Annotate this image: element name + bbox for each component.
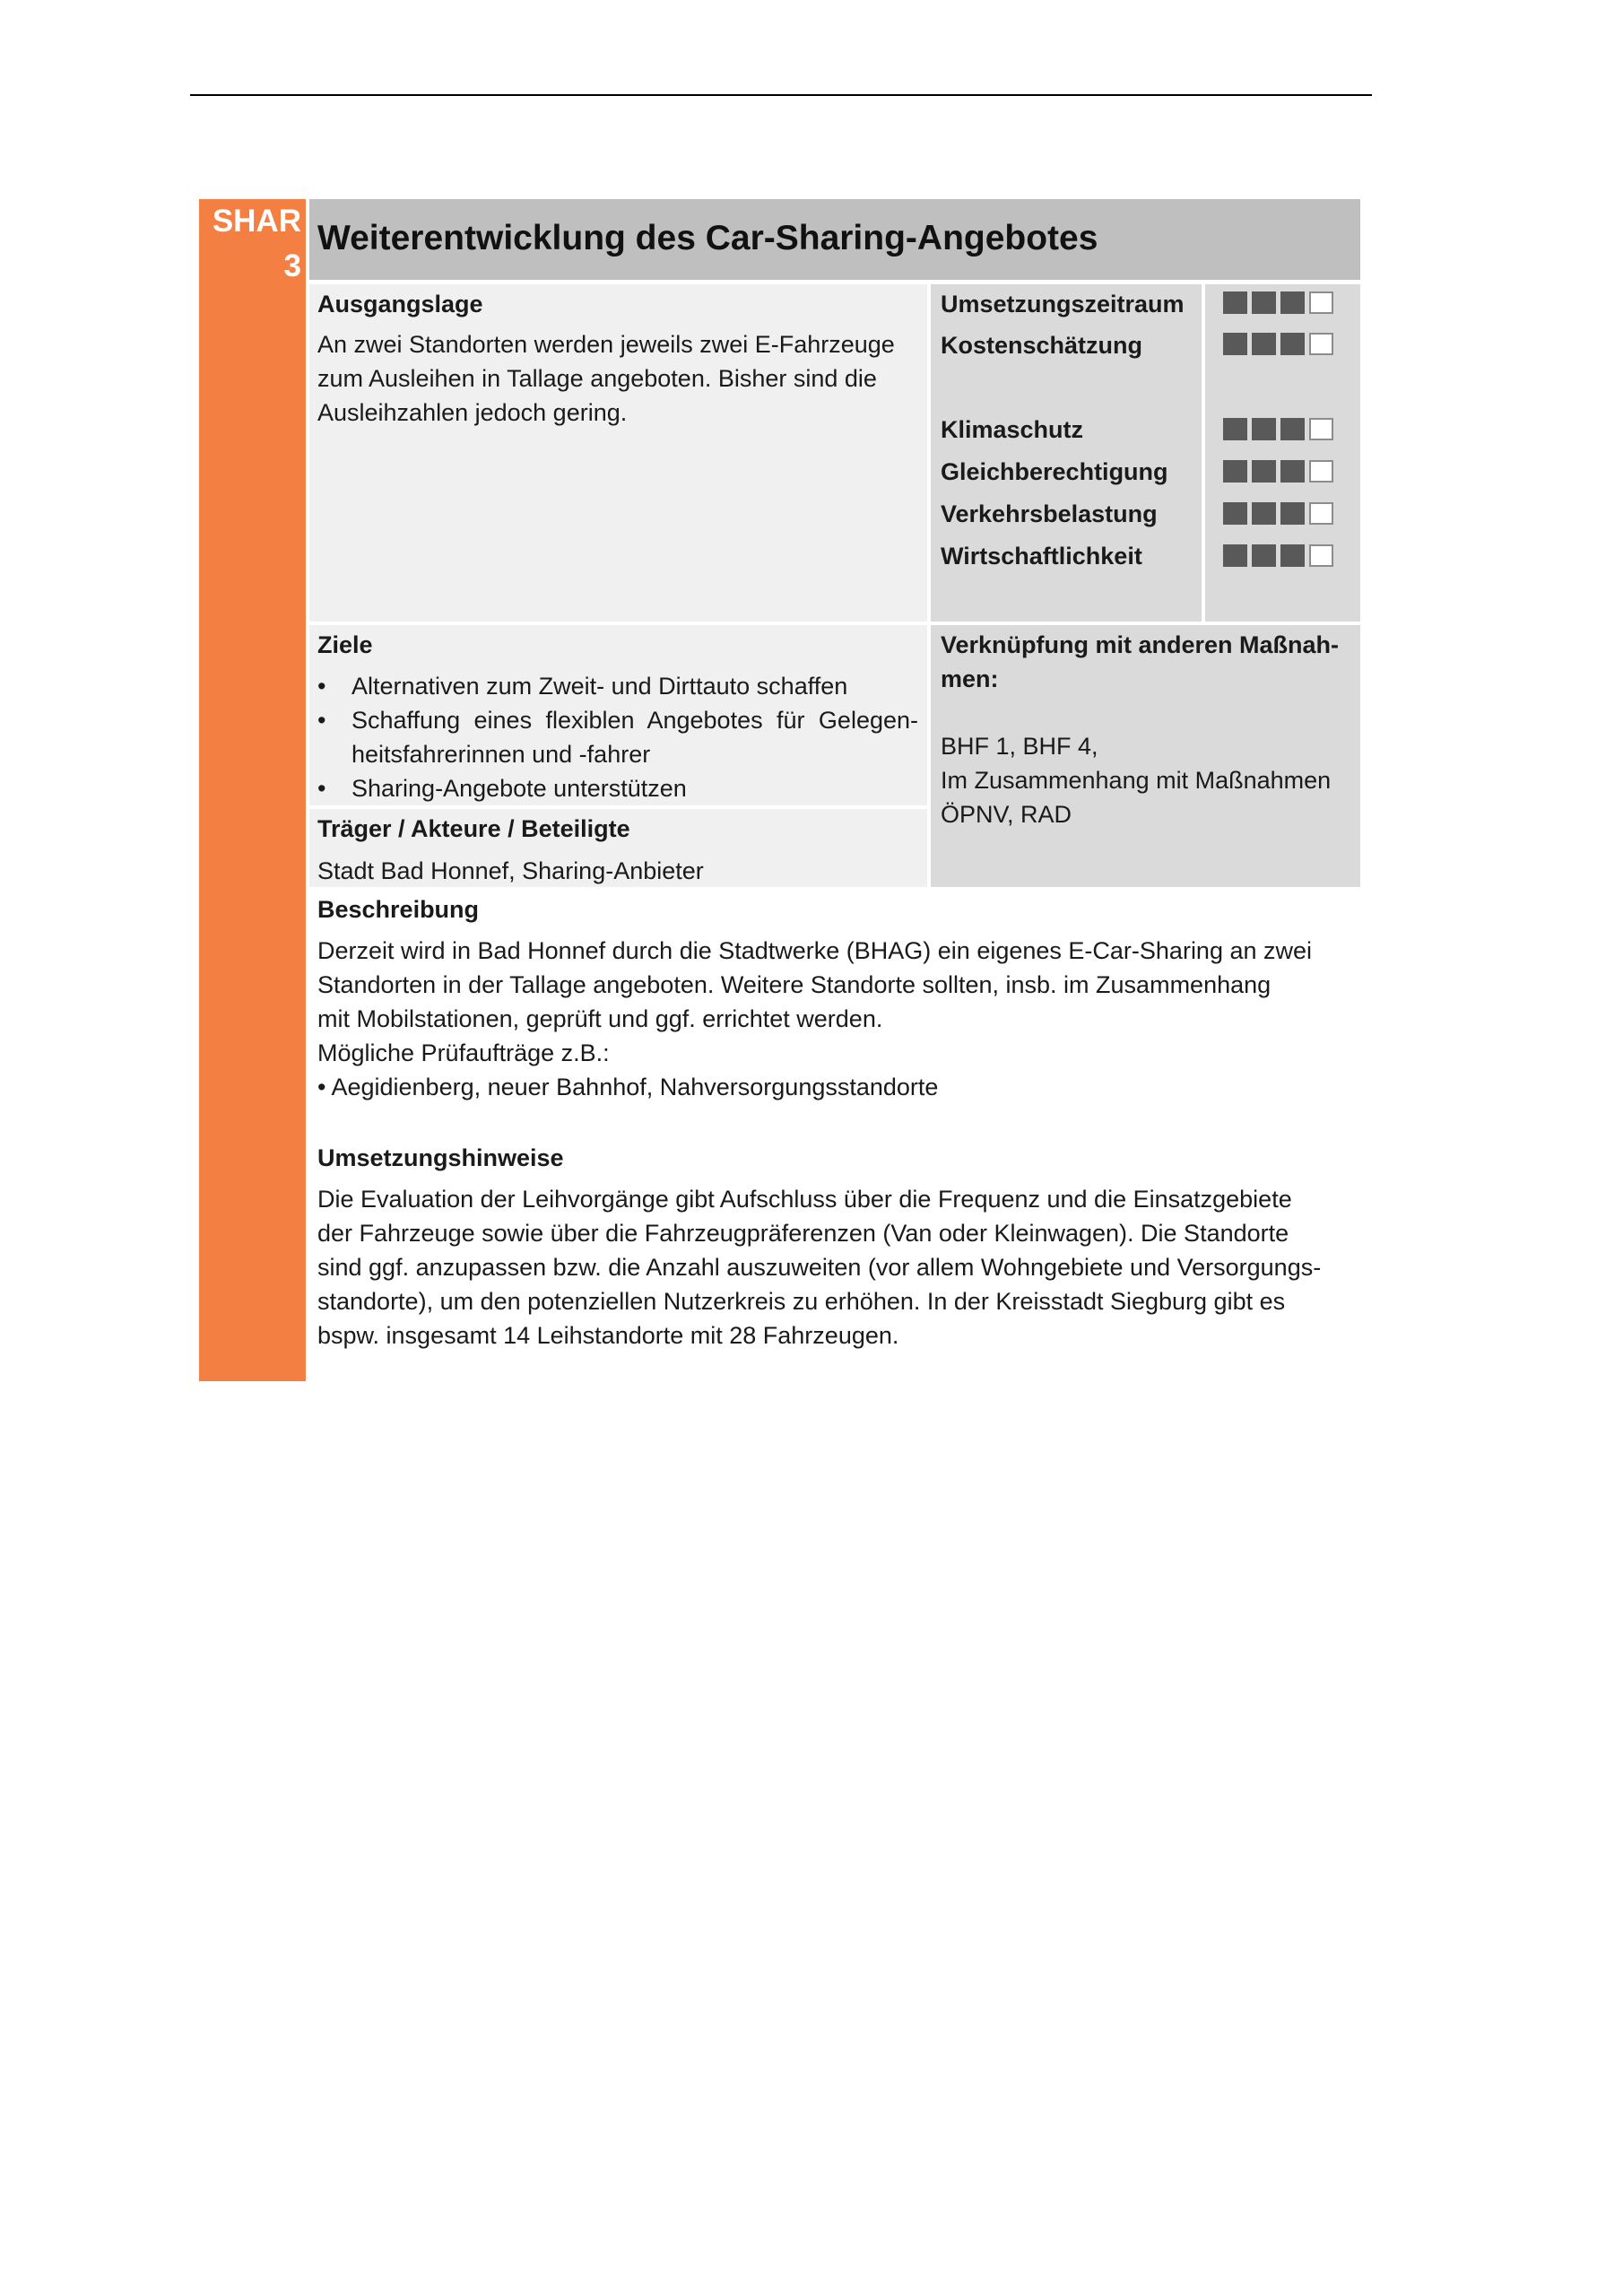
rating-square-filled — [1252, 544, 1276, 567]
traeger-text: Stadt Bad Honnef, Sharing-Anbieter — [317, 857, 704, 884]
umsetzungshinweise-line: Die Evaluation der Leihvorgänge gibt Aufschluss über die Frequenz und die Einsatzgebiete — [317, 1186, 1292, 1213]
umsetzungshinweise-heading: Umsetzungshinweise — [317, 1144, 564, 1171]
rating-label-verkehrsbelastung: Verkehrsbelastung — [941, 500, 1158, 527]
beschreibung-line: mit Mobilstationen, geprüft und ggf. errichtet werden. — [317, 1005, 883, 1032]
rating-square-filled — [1223, 418, 1247, 440]
rating-square-filled — [1223, 502, 1247, 525]
measure-code-number: 3 — [283, 248, 301, 283]
beschreibung-line: Mögliche Prüfaufträge z.B.: — [317, 1039, 610, 1066]
rating-square-filled — [1280, 502, 1305, 525]
rating-square-filled — [1252, 460, 1276, 483]
ziele-item: • Schaffung eines flexiblen Angebotes für Gelegen- heitsfahrerinnen und -fahrer — [317, 703, 918, 771]
rating-square-filled — [1223, 333, 1247, 355]
umsetzungshinweise-line: bspw. insgesamt 14 Leihstandorte mit 28 Fahrzeugen. — [317, 1322, 899, 1349]
verknuepfung-line: BHF 1, BHF 4, — [941, 733, 1098, 760]
measure-code-prefix: SHAR — [212, 204, 301, 239]
umsetzungshinweise-line: der Fahrzeuge sowie über die Fahrzeugpräferenzen (Van oder Kleinwagen). Die Standorte — [317, 1220, 1289, 1247]
rating-square-filled — [1280, 291, 1305, 314]
ausgangslage-line: Ausleihzahlen jedoch gering. — [317, 399, 628, 426]
rating-label-klimaschutz: Klimaschutz — [941, 416, 1084, 443]
rating-meter — [1223, 502, 1333, 525]
ziele-heading: Ziele — [317, 631, 373, 658]
ausgangslage-heading: Ausgangslage — [317, 291, 483, 317]
rating-square-empty — [1309, 460, 1333, 483]
ausgangslage-line: An zwei Standorten werden jeweils zwei E-Fahrzeuge — [317, 331, 895, 358]
ziele-list — [317, 669, 918, 805]
beschreibung-line: • Aegidienberg, neuer Bahnhof, Nahversorgungsstandorte — [317, 1074, 939, 1100]
rating-meter — [1223, 291, 1333, 314]
traeger-heading: Träger / Akteure / Beteiligte — [317, 815, 630, 842]
rating-meter — [1223, 544, 1333, 567]
rating-square-filled — [1280, 460, 1305, 483]
verknuepfung-line: Im Zusammenhang mit Maßnahmen — [941, 767, 1332, 794]
rating-square-filled — [1223, 460, 1247, 483]
ziele-item: • Alternativen zum Zweit- und Dirttauto schaffen — [317, 669, 918, 703]
umsetzungshinweise-line: standorte), um den potenziellen Nutzerkreis zu erhöhen. In der Kreisstadt Siegburg gibt es — [317, 1288, 1286, 1315]
rating-square-filled — [1252, 333, 1276, 355]
rating-square-filled — [1252, 291, 1276, 314]
rating-meter — [1223, 460, 1333, 483]
rating-square-filled — [1280, 544, 1305, 567]
rating-square-empty — [1309, 502, 1333, 525]
header-rule — [190, 94, 1372, 96]
rating-square-empty — [1309, 333, 1333, 355]
rating-label-gleichberechtigung: Gleichberechtigung — [941, 458, 1168, 485]
rating-label-wirtschaftlichkeit: Wirtschaftlichkeit — [941, 543, 1142, 570]
rating-label-kostenschaetzung: Kostenschätzung — [941, 332, 1143, 359]
beschreibung-heading: Beschreibung — [317, 896, 480, 923]
rating-square-empty — [1309, 418, 1333, 440]
rating-label-umsetzungszeitraum: Umsetzungszeitraum — [941, 291, 1185, 317]
beschreibung-line: Standorten in der Tallage angeboten. Weitere Standorte sollten, insb. im Zusammenhang — [317, 971, 1271, 998]
umsetzungshinweise-text — [317, 1182, 1358, 1352]
rating-square-filled — [1252, 502, 1276, 525]
beschreibung-line: Derzeit wird in Bad Honnef durch die Stadtwerke (BHAG) ein eigenes E-Car-Sharing an zwei — [317, 937, 1313, 964]
rating-meter — [1223, 333, 1333, 355]
rating-square-filled — [1223, 544, 1247, 567]
verknuepfung-heading-cont: men: — [941, 665, 999, 692]
ausgangslage-line: zum Ausleihen in Tallage angeboten. Bisher sind die — [317, 365, 877, 392]
rating-square-empty — [1309, 544, 1333, 567]
measure-sidebar — [199, 199, 306, 1381]
rating-square-filled — [1223, 291, 1247, 314]
rating-square-filled — [1280, 333, 1305, 355]
rating-meter — [1223, 418, 1333, 440]
rating-square-empty — [1309, 291, 1333, 314]
umsetzungshinweise-line: sind ggf. anzupassen bzw. die Anzahl auszuweiten (vor allem Wohngebiete und Versorgungs- — [317, 1254, 1322, 1281]
measure-code — [199, 199, 301, 289]
ziele-item: • Sharing-Angebote unterstützen — [317, 771, 918, 805]
rating-square-filled — [1252, 418, 1276, 440]
beschreibung-text — [317, 934, 1358, 1104]
verknuepfung-line: ÖPNV, RAD — [941, 801, 1072, 828]
verknuepfung-heading: Verknüpfung mit anderen Maßnah- — [941, 631, 1340, 658]
measure-title: Weiterentwicklung des Car-Sharing-Angebotes — [317, 219, 1098, 257]
rating-square-filled — [1280, 418, 1305, 440]
